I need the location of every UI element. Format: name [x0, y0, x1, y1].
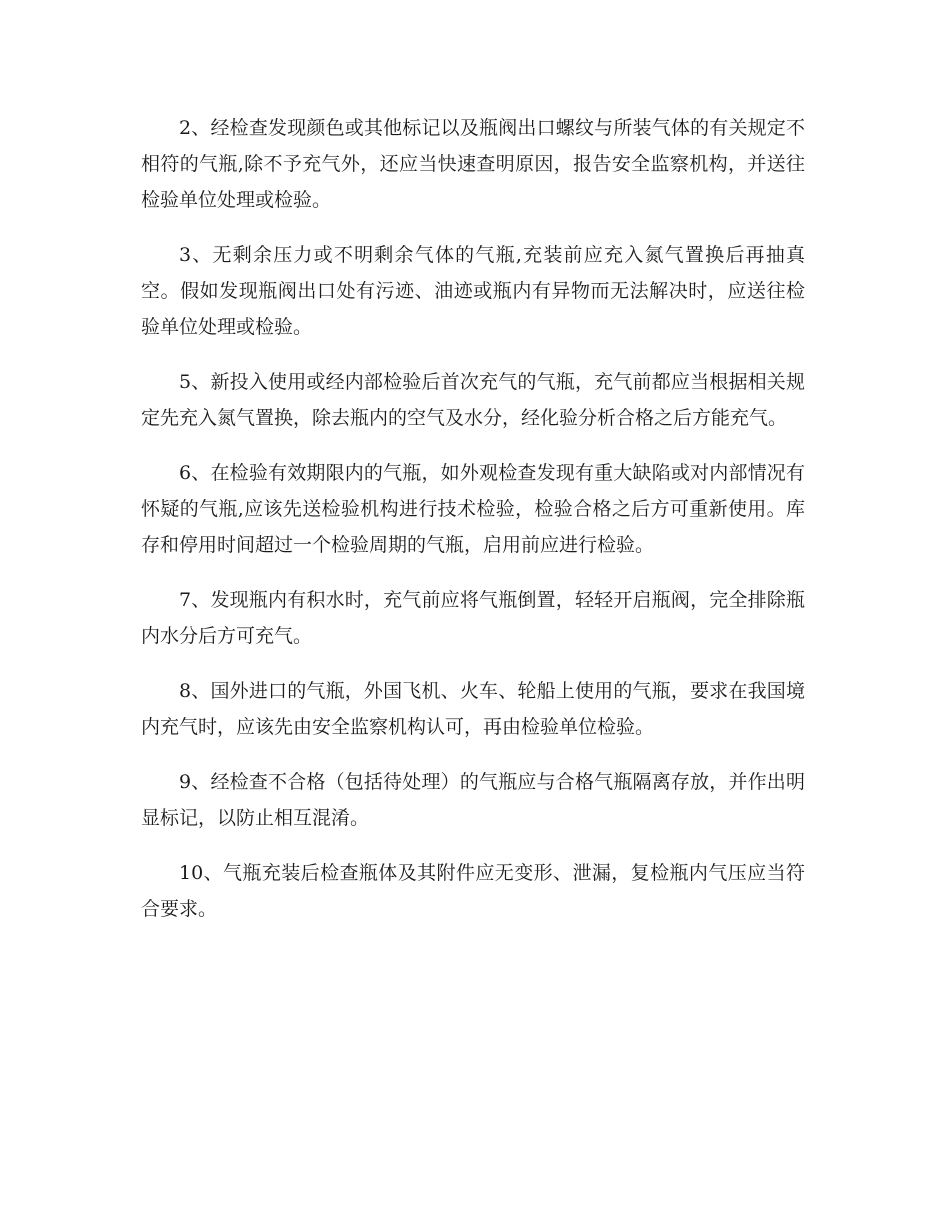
paragraph-item-3: 3、无剩余压力或不明剩余气体的气瓶,充装前应充入氮气置换后再抽真空。假如发现瓶阀出口处有污迹、油迹或瓶内有异物而无法解决时，应送往检验单位处理或检验。: [141, 244, 805, 338]
paragraph-item-9: 9、经检查不合格（包括待处理）的气瓶应与合格气瓶隔离存放，并作出明显标记，以防止相互混淆。: [141, 771, 805, 829]
paragraph-item-8: 8、国外进口的气瓶，外国飞机、火车、轮船上使用的气瓶，要求在我国境内充气时，应该先由安全监察机构认可，再由检验单位检验。: [141, 680, 805, 738]
paragraph-item-6: 6、在检验有效期限内的气瓶，如外观检查发现有重大缺陷或对内部情况有怀疑的气瓶,应该先送检验机构进行技术检验，检验合格之后方可重新使用。库存和停用时间超过一个检验周期的气瓶，启用前应进行检验。: [141, 462, 805, 556]
paragraph-item-5: 5、新投入使用或经内部检验后首次充气的气瓶，充气前都应当根据相关规定先充入氮气置换，除去瓶内的空气及水分，经化验分析合格之后方能充气。: [141, 371, 805, 429]
paragraph-item-2: 2、经检查发现颜色或其他标记以及瓶阀出口螺纹与所装气体的有关规定不相符的气瓶,除不予充气外，还应当快速查明原因，报告安全监察机构，并送往检验单位处理或检验。: [141, 117, 805, 211]
paragraph-item-10: 10、气瓶充装后检查瓶体及其附件应无变形、泄漏，复检瓶内气压应当符合要求。: [141, 862, 805, 920]
document-body: [141, 110, 805, 946]
paragraph-item-7: 7、发现瓶内有积水时，充气前应将气瓶倒置，轻轻开启瓶阀，完全排除瓶内水分后方可充气。: [141, 589, 805, 647]
